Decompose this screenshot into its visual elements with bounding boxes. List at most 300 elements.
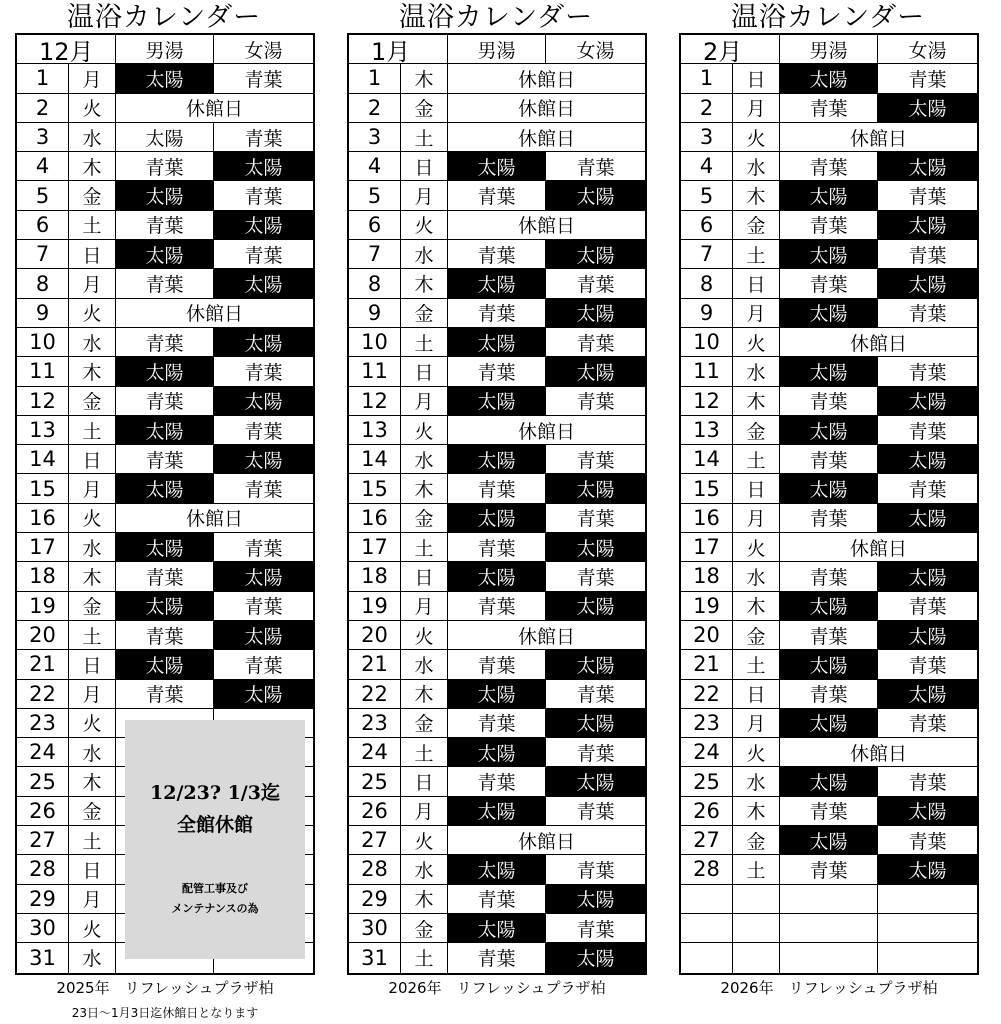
day-row (681, 387, 977, 416)
weekday: 土 (69, 621, 116, 649)
womens-bath: 太陽 (214, 152, 313, 180)
day-number: 24 (17, 738, 69, 766)
weekday: 木 (733, 387, 780, 415)
womens-bath: 太陽 (214, 445, 313, 473)
weekday: 月 (401, 387, 448, 415)
day-row (17, 592, 313, 621)
day-number: 22 (17, 680, 69, 708)
mens-bath: 太陽 (448, 914, 546, 942)
weekday: 月 (733, 709, 780, 737)
weekday: 水 (69, 533, 116, 561)
mens-bath: 青葉 (116, 562, 214, 590)
weekday: 水 (733, 767, 780, 795)
day-number: 4 (17, 152, 69, 180)
weekday: 月 (733, 504, 780, 532)
womens-bath: 青葉 (576, 391, 615, 414)
header-row (17, 35, 313, 64)
day-row (681, 445, 977, 474)
weekday: 水 (401, 650, 448, 678)
day-number: 2 (349, 94, 401, 122)
weekday: 木 (733, 797, 780, 825)
mens-bath: 太陽 (116, 64, 214, 92)
closure-notice (125, 720, 305, 959)
womens-bath: 青葉 (576, 859, 615, 882)
day-row (349, 94, 645, 123)
weekday: 土 (401, 943, 448, 972)
day-row (17, 64, 313, 93)
weekday: 木 (69, 152, 116, 180)
weekday: 月 (401, 181, 448, 209)
womens-bath: 太陽 (546, 357, 645, 385)
day-number: 10 (17, 328, 69, 356)
day-number: 28 (349, 855, 401, 883)
weekday: 月 (69, 269, 116, 297)
womens-bath: 青葉 (908, 654, 947, 677)
day-row (349, 885, 645, 914)
day-row (681, 680, 977, 709)
day-number: 5 (349, 181, 401, 209)
womens-bath: 太陽 (214, 562, 313, 590)
day-number: 8 (17, 269, 69, 297)
womens-bath (878, 943, 977, 972)
day-number: 6 (681, 211, 733, 239)
weekday: 水 (69, 943, 116, 972)
day-number: 5 (681, 181, 733, 209)
day-number: 3 (17, 123, 69, 151)
day-row (349, 797, 645, 826)
day-number: 27 (17, 826, 69, 854)
mens-bath: 青葉 (448, 357, 546, 385)
mens-bath: 青葉 (780, 387, 878, 415)
womens-bath: 太陽 (546, 885, 645, 913)
womens-bath: 太陽 (214, 269, 313, 297)
day-number: 25 (17, 767, 69, 795)
mens-bath: 青葉 (448, 181, 546, 209)
day-row (681, 562, 977, 591)
mens-bath: 青葉 (780, 680, 878, 708)
mens-bath: 太陽 (116, 533, 214, 561)
weekday: 火 (69, 94, 116, 122)
mens-bath: 青葉 (448, 943, 546, 972)
weekday: 木 (69, 562, 116, 590)
day-row (17, 533, 313, 562)
weekday: 火 (401, 826, 448, 854)
mens-bath (780, 943, 878, 972)
mens-bath: 青葉 (116, 152, 214, 180)
womens-bath: 太陽 (878, 504, 977, 532)
day-row (681, 885, 977, 914)
womens-bath: 青葉 (576, 801, 615, 824)
day-number: 19 (349, 592, 401, 620)
day-number: 3 (681, 123, 733, 151)
womens-bath-header: 女湯 (244, 39, 283, 62)
day-row (17, 474, 313, 503)
day-number: 23 (681, 709, 733, 737)
mens-bath: 太陽 (780, 826, 878, 854)
day-number: 31 (17, 943, 69, 972)
womens-bath: 太陽 (878, 152, 977, 180)
day-row (17, 123, 313, 152)
day-number: 11 (681, 357, 733, 385)
weekday (733, 943, 780, 972)
weekday: 月 (69, 474, 116, 502)
day-row (349, 943, 645, 972)
weekday: 月 (733, 299, 780, 327)
weekday: 土 (69, 826, 116, 854)
womens-bath: 青葉 (576, 684, 615, 707)
day-row (681, 240, 977, 269)
womens-bath (878, 914, 977, 942)
day-row (17, 650, 313, 679)
day-row (349, 826, 645, 855)
day-row (17, 152, 313, 181)
day-row (349, 709, 645, 738)
weekday: 火 (401, 416, 448, 444)
weekday: 日 (733, 474, 780, 502)
mens-bath: 太陽 (780, 357, 878, 385)
mens-bath: 太陽 (116, 650, 214, 678)
day-row (349, 621, 645, 650)
closed-day: 休館日 (517, 625, 575, 648)
day-number: 4 (349, 152, 401, 180)
mens-bath: 青葉 (780, 621, 878, 649)
calendar-footer: 2025年 リフレッシュプラザ柏 (56, 979, 274, 997)
day-row (681, 504, 977, 533)
day-number: 30 (349, 914, 401, 942)
weekday: 日 (69, 855, 116, 883)
closed-day: 休館日 (517, 830, 575, 853)
womens-bath: 青葉 (908, 596, 947, 619)
mens-bath: 太陽 (448, 445, 546, 473)
day-row (349, 211, 645, 240)
mens-bath: 太陽 (116, 240, 214, 268)
weekday: 金 (69, 797, 116, 825)
day-row (349, 767, 645, 796)
closed-day: 休館日 (849, 127, 907, 150)
day-number (681, 914, 733, 942)
weekday: 日 (401, 357, 448, 385)
mens-bath: 青葉 (780, 269, 878, 297)
mens-bath: 太陽 (448, 387, 546, 415)
womens-bath: 太陽 (546, 181, 645, 209)
day-number: 19 (681, 592, 733, 620)
womens-bath: 青葉 (576, 508, 615, 531)
mens-bath: 青葉 (448, 299, 546, 327)
day-row (349, 123, 645, 152)
day-row (17, 269, 313, 298)
day-number: 28 (17, 855, 69, 883)
womens-bath: 青葉 (908, 186, 947, 209)
weekday: 金 (733, 211, 780, 239)
weekday: 日 (401, 152, 448, 180)
day-row (349, 650, 645, 679)
weekday: 木 (401, 885, 448, 913)
mens-bath: 青葉 (116, 211, 214, 239)
mens-bath: 青葉 (116, 680, 214, 708)
womens-bath: 太陽 (878, 797, 977, 825)
weekday: 火 (733, 328, 780, 356)
weekday: 月 (401, 797, 448, 825)
mens-bath: 青葉 (116, 328, 214, 356)
weekday: 土 (733, 445, 780, 473)
day-row (681, 855, 977, 884)
mens-bath: 青葉 (448, 650, 546, 678)
womens-bath: 太陽 (214, 328, 313, 356)
day-number: 2 (17, 94, 69, 122)
day-number: 29 (17, 885, 69, 913)
womens-bath: 青葉 (908, 830, 947, 853)
day-number: 13 (17, 416, 69, 444)
day-row (349, 680, 645, 709)
weekday: 火 (401, 621, 448, 649)
weekday: 金 (733, 621, 780, 649)
day-number: 26 (17, 797, 69, 825)
day-number: 17 (349, 533, 401, 561)
mens-bath: 太陽 (116, 357, 214, 385)
womens-bath: 太陽 (546, 474, 645, 502)
header-row (681, 35, 977, 64)
day-row (17, 328, 313, 357)
day-row (681, 416, 977, 445)
weekday: 木 (733, 181, 780, 209)
mens-bath: 青葉 (780, 152, 878, 180)
calendar-footer: 2026年 リフレッシュプラザ柏 (388, 979, 606, 997)
womens-bath: 青葉 (908, 479, 947, 502)
weekday: 火 (733, 738, 780, 766)
day-number: 15 (349, 474, 401, 502)
weekday: 金 (401, 709, 448, 737)
day-number: 13 (681, 416, 733, 444)
day-row (681, 269, 977, 298)
day-row (349, 416, 645, 445)
day-number: 2 (681, 94, 733, 122)
womens-bath: 太陽 (546, 533, 645, 561)
weekday: 土 (733, 240, 780, 268)
day-row (681, 299, 977, 328)
mens-bath-header: 男湯 (780, 35, 878, 63)
day-number: 19 (17, 592, 69, 620)
day-row (681, 181, 977, 210)
mens-bath: 青葉 (780, 445, 878, 473)
mens-bath: 青葉 (448, 474, 546, 502)
weekday: 金 (69, 387, 116, 415)
weekday: 木 (401, 64, 448, 92)
weekday: 土 (401, 533, 448, 561)
closed-day: 休館日 (849, 537, 907, 560)
day-number: 17 (17, 533, 69, 561)
notice-dates: 12/23? 1/3迄 (150, 782, 280, 804)
day-number: 3 (349, 123, 401, 151)
weekday: 土 (401, 328, 448, 356)
weekday: 金 (401, 299, 448, 327)
womens-bath: 青葉 (908, 68, 947, 91)
womens-bath: 青葉 (576, 274, 615, 297)
day-row (681, 474, 977, 503)
day-number: 22 (681, 680, 733, 708)
womens-bath: 青葉 (576, 332, 615, 355)
weekday: 木 (69, 767, 116, 795)
mens-bath: 太陽 (448, 562, 546, 590)
notice-reason: 配管工事及び (182, 882, 248, 895)
day-number: 11 (349, 357, 401, 385)
womens-bath (878, 885, 977, 913)
womens-bath: 青葉 (244, 186, 283, 209)
day-number: 5 (17, 181, 69, 209)
womens-bath: 青葉 (908, 420, 947, 443)
month-label: 2月 (681, 35, 780, 63)
weekday: 木 (733, 592, 780, 620)
weekday: 水 (733, 152, 780, 180)
day-row (349, 269, 645, 298)
day-number: 7 (349, 240, 401, 268)
mens-bath: 青葉 (116, 269, 214, 297)
day-row (17, 387, 313, 416)
womens-bath: 青葉 (244, 127, 283, 150)
day-row (349, 562, 645, 591)
weekday: 日 (69, 240, 116, 268)
day-row (17, 94, 313, 123)
day-number: 31 (349, 943, 401, 972)
mens-bath: 青葉 (448, 533, 546, 561)
day-row (681, 709, 977, 738)
mens-bath: 青葉 (780, 797, 878, 825)
weekday: 金 (401, 914, 448, 942)
day-number: 8 (681, 269, 733, 297)
mens-bath: 太陽 (116, 416, 214, 444)
mens-bath: 太陽 (448, 797, 546, 825)
day-number: 18 (349, 562, 401, 590)
womens-bath: 青葉 (244, 420, 283, 443)
day-row (349, 533, 645, 562)
day-row (17, 357, 313, 386)
day-row (349, 181, 645, 210)
weekday: 土 (401, 738, 448, 766)
mens-bath: 青葉 (116, 621, 214, 649)
day-row (681, 914, 977, 943)
weekday: 火 (69, 914, 116, 942)
womens-bath: 青葉 (908, 244, 947, 267)
mens-bath: 太陽 (780, 64, 878, 92)
day-row (681, 64, 977, 93)
womens-bath: 青葉 (244, 361, 283, 384)
calendar-footer: 2026年 リフレッシュプラザ柏 (720, 979, 938, 997)
day-number: 23 (17, 709, 69, 737)
weekday: 水 (733, 357, 780, 385)
day-row (681, 826, 977, 855)
weekday: 木 (69, 357, 116, 385)
womens-bath: 青葉 (244, 244, 283, 267)
mens-bath: 青葉 (116, 445, 214, 473)
day-number: 23 (349, 709, 401, 737)
day-row (681, 650, 977, 679)
weekday: 火 (401, 211, 448, 239)
closed-day: 休館日 (849, 742, 907, 765)
weekday: 水 (401, 445, 448, 473)
weekday: 水 (69, 738, 116, 766)
day-number: 12 (349, 387, 401, 415)
weekday: 土 (69, 211, 116, 239)
mens-bath: 太陽 (448, 855, 546, 883)
mens-bath: 太陽 (448, 738, 546, 766)
weekday: 水 (69, 123, 116, 151)
weekday (733, 914, 780, 942)
day-number: 14 (17, 445, 69, 473)
weekday: 土 (69, 416, 116, 444)
mens-bath (780, 914, 878, 942)
day-row (17, 504, 313, 533)
day-row (681, 123, 977, 152)
day-number: 30 (17, 914, 69, 942)
day-row (681, 94, 977, 123)
weekday (733, 885, 780, 913)
day-row (349, 738, 645, 767)
mens-bath: 太陽 (448, 269, 546, 297)
weekday: 木 (401, 474, 448, 502)
weekday: 金 (69, 592, 116, 620)
day-number: 20 (681, 621, 733, 649)
mens-bath: 青葉 (780, 504, 878, 532)
mens-bath: 青葉 (780, 562, 878, 590)
day-row (681, 211, 977, 240)
weekday: 土 (733, 855, 780, 883)
weekday: 月 (69, 64, 116, 92)
day-row (17, 445, 313, 474)
mens-bath: 太陽 (780, 767, 878, 795)
day-row (681, 533, 977, 562)
womens-bath: 太陽 (878, 621, 977, 649)
womens-bath: 青葉 (576, 918, 615, 941)
day-number: 24 (349, 738, 401, 766)
month-label: 12月 (17, 35, 116, 63)
mens-bath: 太陽 (780, 650, 878, 678)
day-row (349, 357, 645, 386)
womens-bath: 太陽 (546, 592, 645, 620)
weekday: 水 (401, 240, 448, 268)
mens-bath: 青葉 (448, 592, 546, 620)
closed-day: 休館日 (517, 215, 575, 238)
weekday: 金 (69, 181, 116, 209)
womens-bath: 太陽 (878, 94, 977, 122)
weekday: 火 (733, 123, 780, 151)
day-row (681, 152, 977, 181)
day-number: 12 (17, 387, 69, 415)
day-number: 18 (17, 562, 69, 590)
weekday: 金 (401, 504, 448, 532)
womens-bath: 青葉 (576, 566, 615, 589)
day-row (349, 152, 645, 181)
day-number (681, 885, 733, 913)
womens-bath: 青葉 (576, 742, 615, 765)
notice-heading: 全館休館 (176, 814, 253, 836)
day-number: 25 (349, 767, 401, 795)
day-number: 16 (681, 504, 733, 532)
day-number: 15 (17, 474, 69, 502)
womens-bath: 青葉 (244, 68, 283, 91)
day-number: 14 (349, 445, 401, 473)
mens-bath: 青葉 (780, 855, 878, 883)
weekday: 水 (733, 562, 780, 590)
day-number: 27 (349, 826, 401, 854)
day-row (681, 767, 977, 796)
womens-bath: 青葉 (908, 713, 947, 736)
closure-note: 23日～1月3日迄休館日となります (71, 1006, 259, 1020)
day-number: 24 (681, 738, 733, 766)
day-number: 6 (17, 211, 69, 239)
day-number: 26 (681, 797, 733, 825)
weekday: 月 (733, 94, 780, 122)
womens-bath: 青葉 (244, 654, 283, 677)
day-number: 20 (349, 621, 401, 649)
